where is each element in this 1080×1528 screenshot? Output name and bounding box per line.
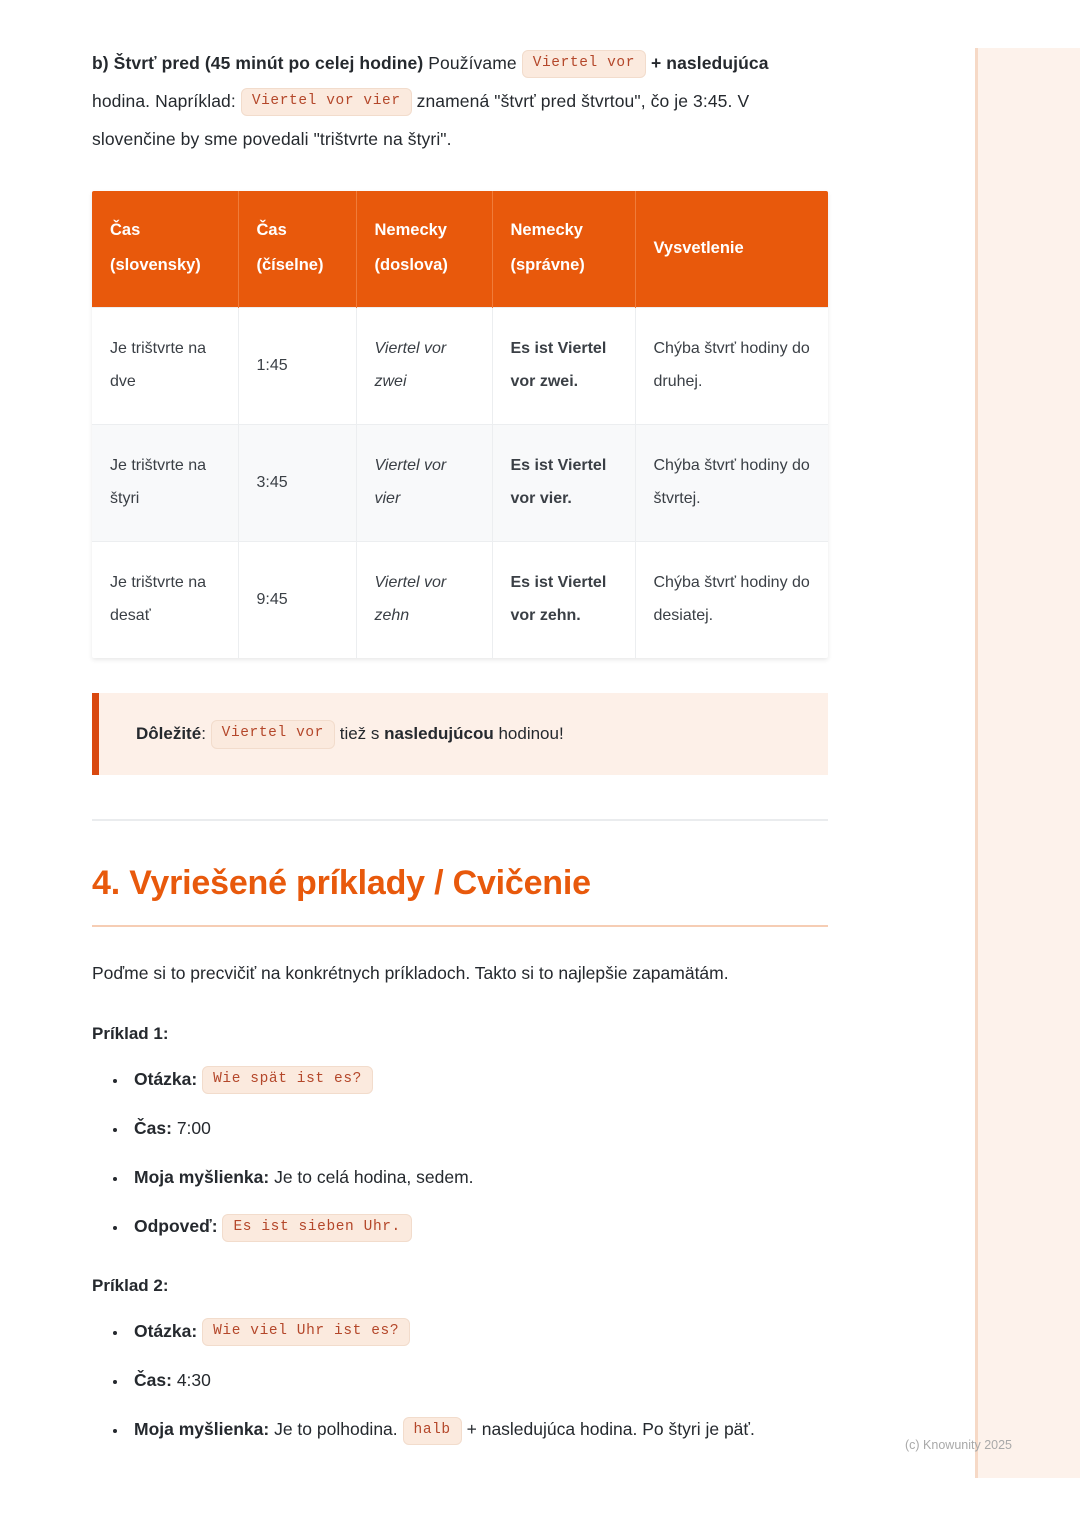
table-row — [92, 542, 828, 659]
table-header-row — [92, 191, 828, 308]
list-item — [128, 1414, 828, 1444]
header-line-1: Čas — [256, 221, 287, 239]
item-label: Otázka: — [134, 1320, 198, 1341]
list-item — [128, 1211, 828, 1241]
cell-nemecky-doslova: Viertel vor zehn — [356, 542, 492, 659]
important-callout — [92, 693, 828, 775]
table-header-cas-ciselne — [238, 191, 356, 308]
header-line-2: (správne) — [510, 256, 585, 274]
header-line-2: (číselne) — [256, 256, 324, 274]
table-header-vysvetlenie — [635, 191, 828, 308]
cell-vysvetlenie: Chýba štvrť hodiny do desiatej. — [635, 542, 828, 659]
code-chip-viertel-vor: Viertel vor — [211, 720, 335, 748]
cell-nemecky-doslova: Viertel vor zwei — [356, 308, 492, 425]
heading-underline — [92, 925, 828, 927]
cell-vysvetlenie: Chýba štvrť hodiny do druhej. — [635, 308, 828, 425]
callout-label: Dôležité — [136, 724, 202, 743]
example2-list — [92, 1316, 828, 1445]
decorative-right-band — [975, 48, 1080, 1478]
cell-vysvetlenie: Chýba štvrť hodiny do štvrtej. — [635, 425, 828, 542]
cell-cas-ciselne: 3:45 — [238, 425, 356, 542]
code-chip-halb: halb — [403, 1417, 462, 1445]
header-line-1: Vysvetlenie — [653, 238, 744, 257]
header-line-2: (slovensky) — [110, 256, 201, 274]
cell-nemecky-spravne: Es ist Viertel vor zwei. — [492, 308, 635, 425]
item-value: + nasledujúca hodina. Po štyri je päť. — [466, 1419, 755, 1440]
intro-plus-bold: + nasledujúca — [651, 53, 769, 73]
list-item — [128, 1316, 828, 1346]
table-header-cas-slovensky — [92, 191, 238, 308]
item-label: Moja myšlienka: — [134, 1419, 270, 1440]
callout-mid: tiež s — [339, 724, 380, 743]
item-label: Čas: — [134, 1118, 172, 1139]
example1-list — [92, 1064, 828, 1242]
item-label: Čas: — [134, 1370, 172, 1391]
page-title: 4. Vyriešené príklady / Cvičenie — [92, 864, 591, 902]
code-chip-question: Wie viel Uhr ist es? — [202, 1318, 410, 1346]
table-header-nemecky-spravne — [492, 191, 635, 308]
list-item — [128, 1162, 828, 1192]
callout-end: hodinou! — [498, 724, 564, 743]
intro-line2-end: znamená "štvrť pred štvrtou", čo je 3:45. V slovenčine by sme povedali "trištvrte na štyri". — [92, 91, 750, 149]
header-line-1: Nemecky — [510, 221, 583, 239]
cell-cas-slovensky: Je trištvrte na štyri — [92, 425, 238, 542]
cell-nemecky-doslova: Viertel vor vier — [356, 425, 492, 542]
example1-title: Príklad 1: — [92, 1024, 169, 1043]
code-chip-question: Wie spät ist es? — [202, 1066, 373, 1094]
table-row — [92, 308, 828, 425]
table-header-nemecky-doslova — [356, 191, 492, 308]
cell-cas-ciselne: 9:45 — [238, 542, 356, 659]
item-value: Je to celá hodina, sedem. — [274, 1167, 474, 1188]
code-chip-answer: Es ist sieben Uhr. — [222, 1214, 411, 1242]
intro-paragraph — [92, 44, 828, 158]
item-value: 7:00 — [176, 1118, 211, 1139]
header-line-1: Nemecky — [374, 221, 447, 239]
list-item — [128, 1113, 828, 1143]
header-line-1: Čas — [110, 221, 141, 239]
intro-lead-bold: b) Štvrť pred (45 minút po celej hodine) — [92, 53, 424, 73]
cell-cas-slovensky: Je trištvrte na desať — [92, 542, 238, 659]
item-label: Odpoveď: — [134, 1216, 218, 1237]
section-paragraph: Poďme si to precvičiť na konkrétnych príkladoch. Takto si to najlepšie zapamätám. — [92, 963, 729, 983]
cell-nemecky-spravne: Es ist Viertel vor vier. — [492, 425, 635, 542]
item-value: 4:30 — [176, 1370, 211, 1391]
intro-after-lead: Používame — [428, 53, 517, 73]
callout-colon: : — [201, 724, 206, 743]
list-item — [128, 1064, 828, 1094]
item-label: Otázka: — [134, 1069, 198, 1089]
list-item — [128, 1365, 828, 1395]
cell-nemecky-spravne: Es ist Viertel vor zehn. — [492, 542, 635, 659]
section-divider — [92, 819, 828, 821]
intro-line2-start: hodina. Napríklad: — [92, 91, 236, 111]
callout-bold: nasledujúcou — [384, 724, 494, 743]
item-pre: Je to polhodina. — [274, 1419, 398, 1440]
item-label: Moja myšlienka: — [134, 1167, 270, 1188]
code-chip-viertel-vor: Viertel vor — [522, 50, 646, 78]
time-table — [92, 191, 828, 658]
cell-cas-slovensky: Je trištvrte na dve — [92, 308, 238, 425]
code-chip-viertel-vor-vier: Viertel vor vier — [241, 88, 412, 116]
header-line-2: (doslova) — [374, 256, 448, 274]
copyright-watermark: (c) Knowunity 2025 — [905, 1438, 1013, 1452]
example2-title: Príklad 2: — [92, 1275, 169, 1295]
time-table-wrapper — [92, 191, 828, 658]
table-row — [92, 425, 828, 542]
cell-cas-ciselne: 1:45 — [238, 308, 356, 425]
